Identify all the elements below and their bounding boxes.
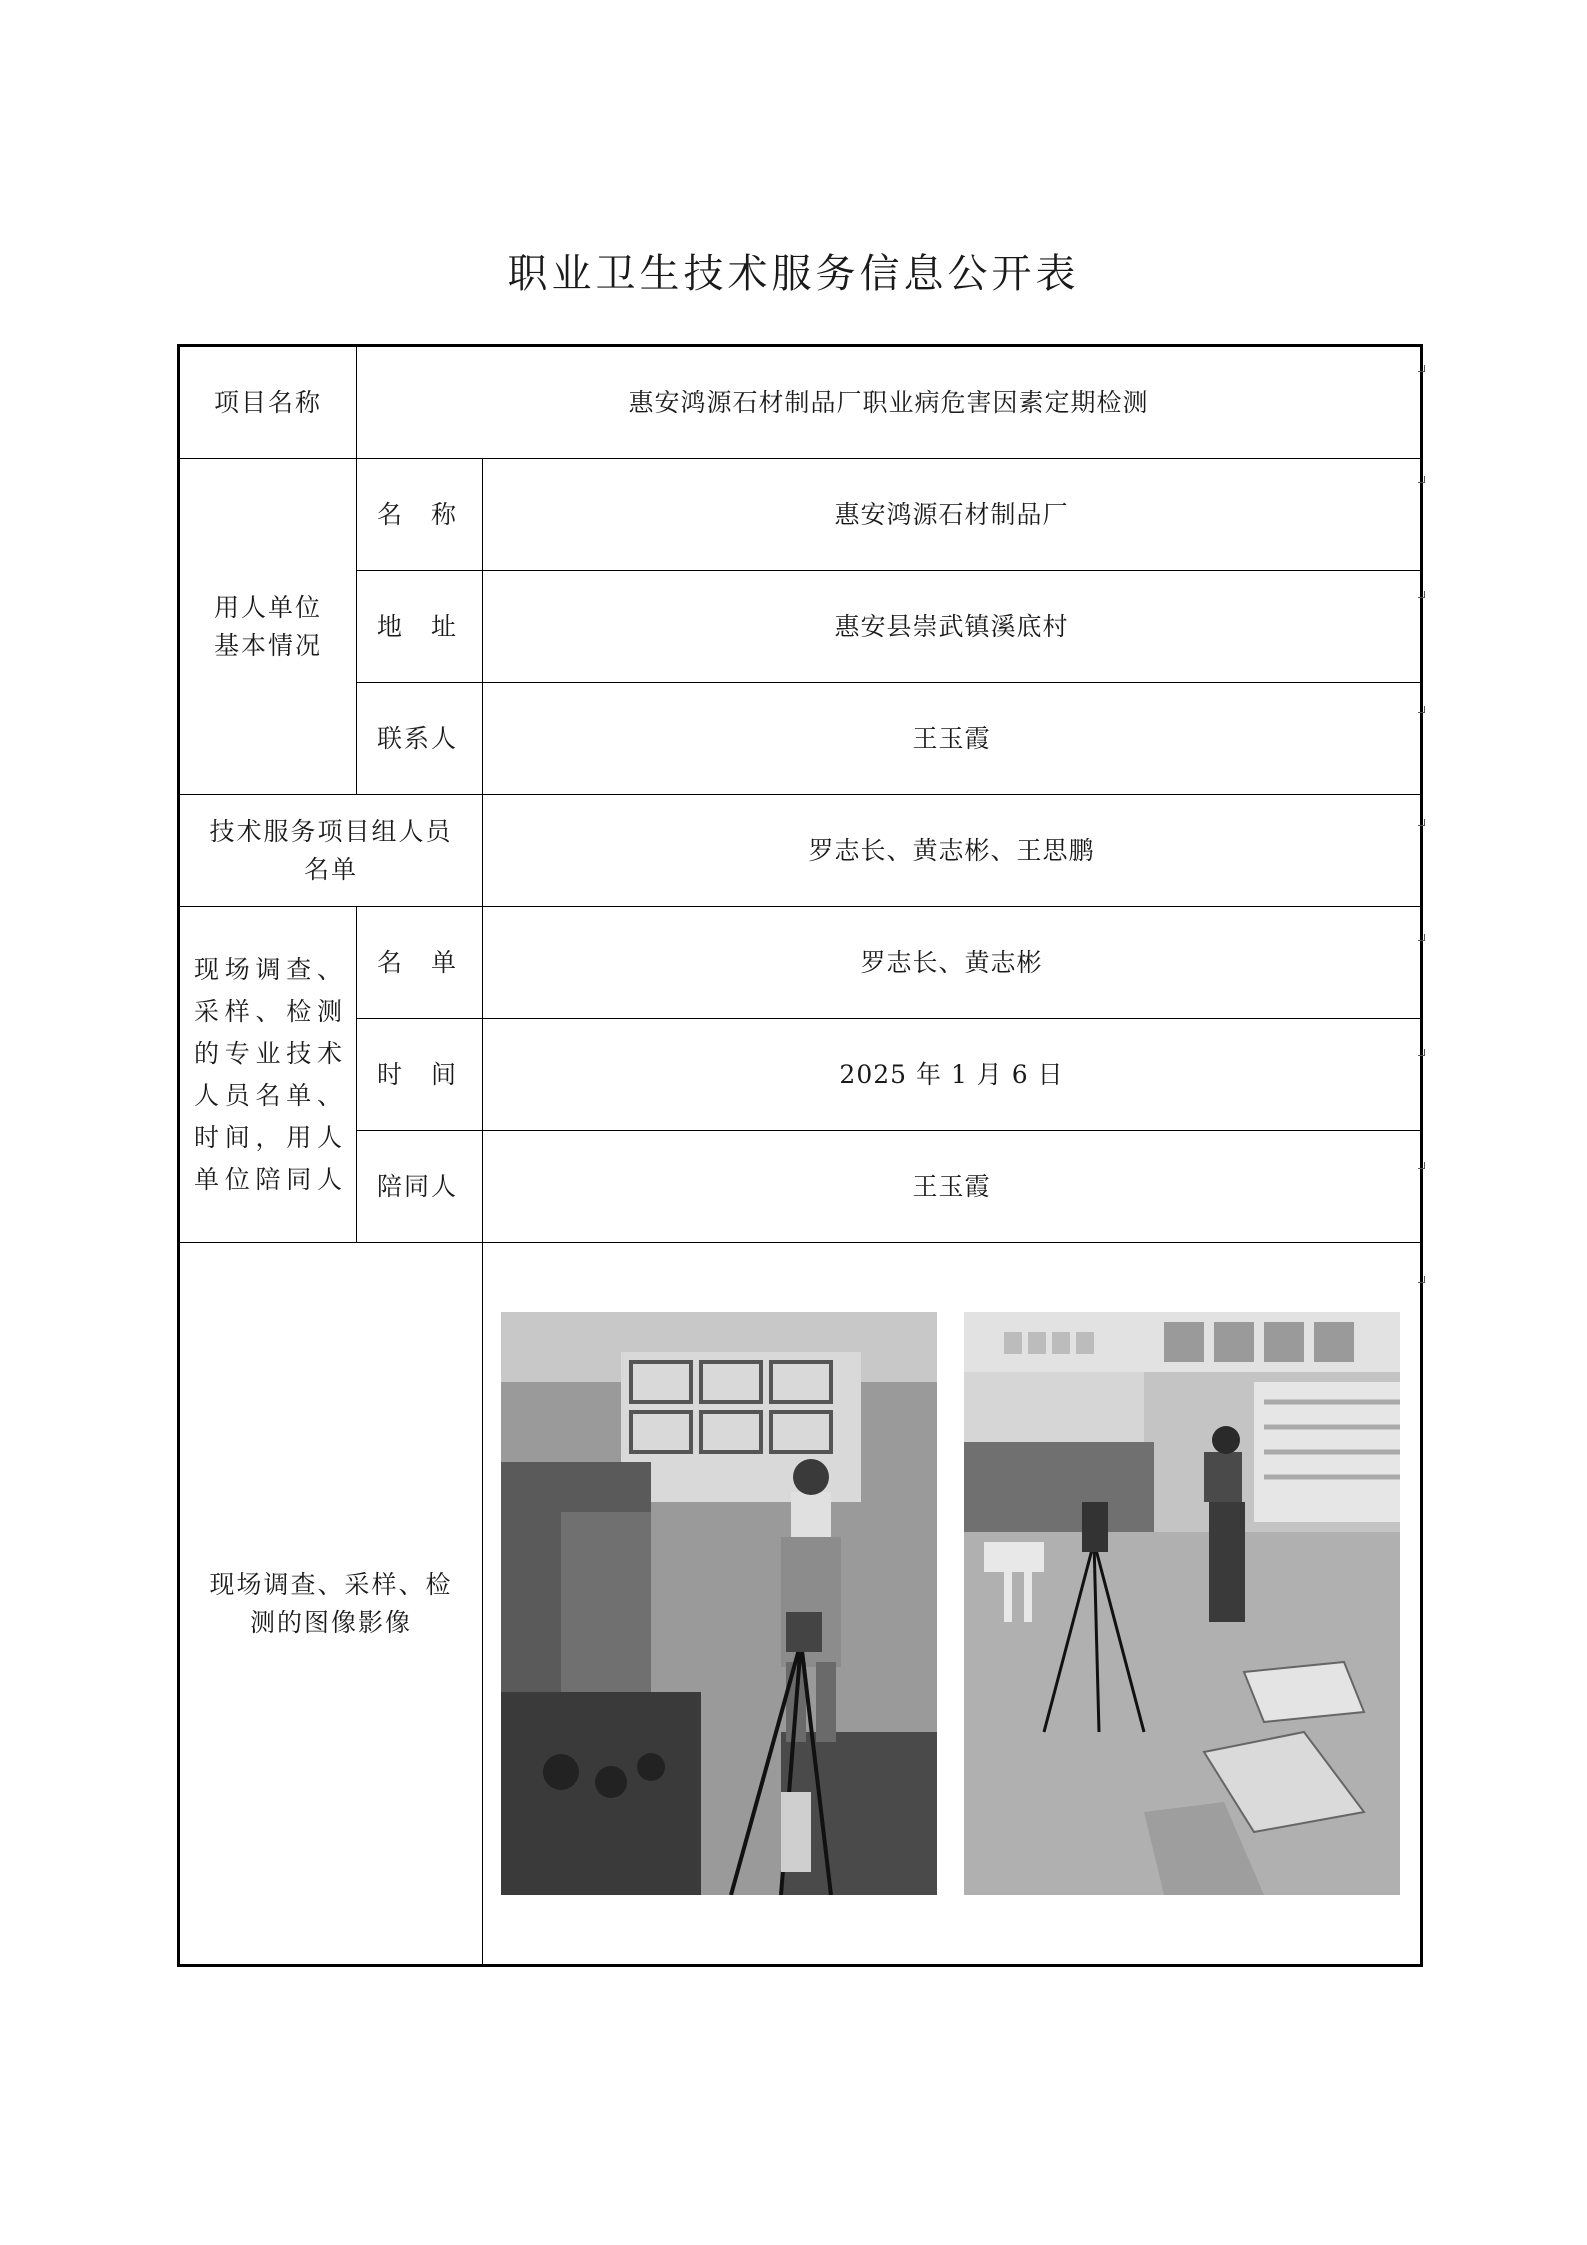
onsite-escort-row xyxy=(179,1131,1422,1243)
project-name-label: 项目名称 xyxy=(179,346,357,459)
onsite-info-label: 现场调查、采样、检测的专业技术人员名单、时间，用人单位陪同人 xyxy=(179,907,357,1243)
employer-address-value: 惠安县崇武镇溪底村 xyxy=(483,571,1422,683)
edge-mark xyxy=(1418,476,1425,483)
employer-info-label-text: 用人单位基本情况 xyxy=(213,592,322,660)
employer-name-row xyxy=(179,459,1422,571)
employer-contact-row xyxy=(179,683,1422,795)
employer-info-label xyxy=(179,459,357,795)
photo-1-image xyxy=(501,1312,937,1895)
onsite-time-value: 2025 年 1 月 6 日 xyxy=(483,1019,1422,1131)
onsite-list-row xyxy=(179,907,1422,1019)
employer-address-row xyxy=(179,571,1422,683)
edge-mark xyxy=(1418,1162,1425,1169)
photos-row xyxy=(179,1243,1422,1966)
employer-address-label: 地 址 xyxy=(357,571,483,683)
photos-container xyxy=(483,1312,1420,1895)
photos-label xyxy=(179,1243,483,1966)
employer-name-label: 名 称 xyxy=(357,459,483,571)
team-value: 罗志长、黄志彬、王思鹏 xyxy=(483,795,1422,907)
team-label-text: 技术服务项目组人员名单 xyxy=(209,816,453,884)
edge-mark xyxy=(1418,591,1425,598)
photos-cell xyxy=(483,1243,1422,1966)
employer-contact-value: 王玉霞 xyxy=(483,683,1422,795)
employer-name-value: 惠安鸿源石材制品厂 xyxy=(483,459,1422,571)
edge-mark xyxy=(1418,819,1425,826)
photos-label-text: 现场调查、采样、检测的图像影像 xyxy=(209,1569,453,1637)
edge-marks xyxy=(1418,356,1430,1356)
photo-onsite-sampling-2 xyxy=(964,1312,1400,1895)
employer-contact-label: 联系人 xyxy=(357,683,483,795)
onsite-time-label: 时 间 xyxy=(357,1019,483,1131)
team-label xyxy=(179,795,483,907)
edge-mark xyxy=(1418,1276,1425,1283)
onsite-list-label: 名 单 xyxy=(357,907,483,1019)
info-disclosure-table xyxy=(177,344,1423,1967)
edge-mark xyxy=(1418,1049,1425,1056)
project-name-value: 惠安鸿源石材制品厂职业病危害因素定期检测 xyxy=(357,346,1422,459)
onsite-escort-label: 陪同人 xyxy=(357,1131,483,1243)
page-title: 职业卫生技术服务信息公开表 xyxy=(507,251,1080,297)
edge-mark xyxy=(1418,934,1425,941)
photo-onsite-sampling-1 xyxy=(501,1312,937,1895)
onsite-list-value: 罗志长、黄志彬 xyxy=(483,907,1422,1019)
project-row xyxy=(179,346,1422,459)
photo-2-image xyxy=(964,1312,1400,1895)
onsite-escort-value: 王玉霞 xyxy=(483,1131,1422,1243)
onsite-time-row xyxy=(179,1019,1422,1131)
team-row xyxy=(179,795,1422,907)
edge-mark xyxy=(1418,365,1425,372)
edge-mark xyxy=(1418,706,1425,713)
